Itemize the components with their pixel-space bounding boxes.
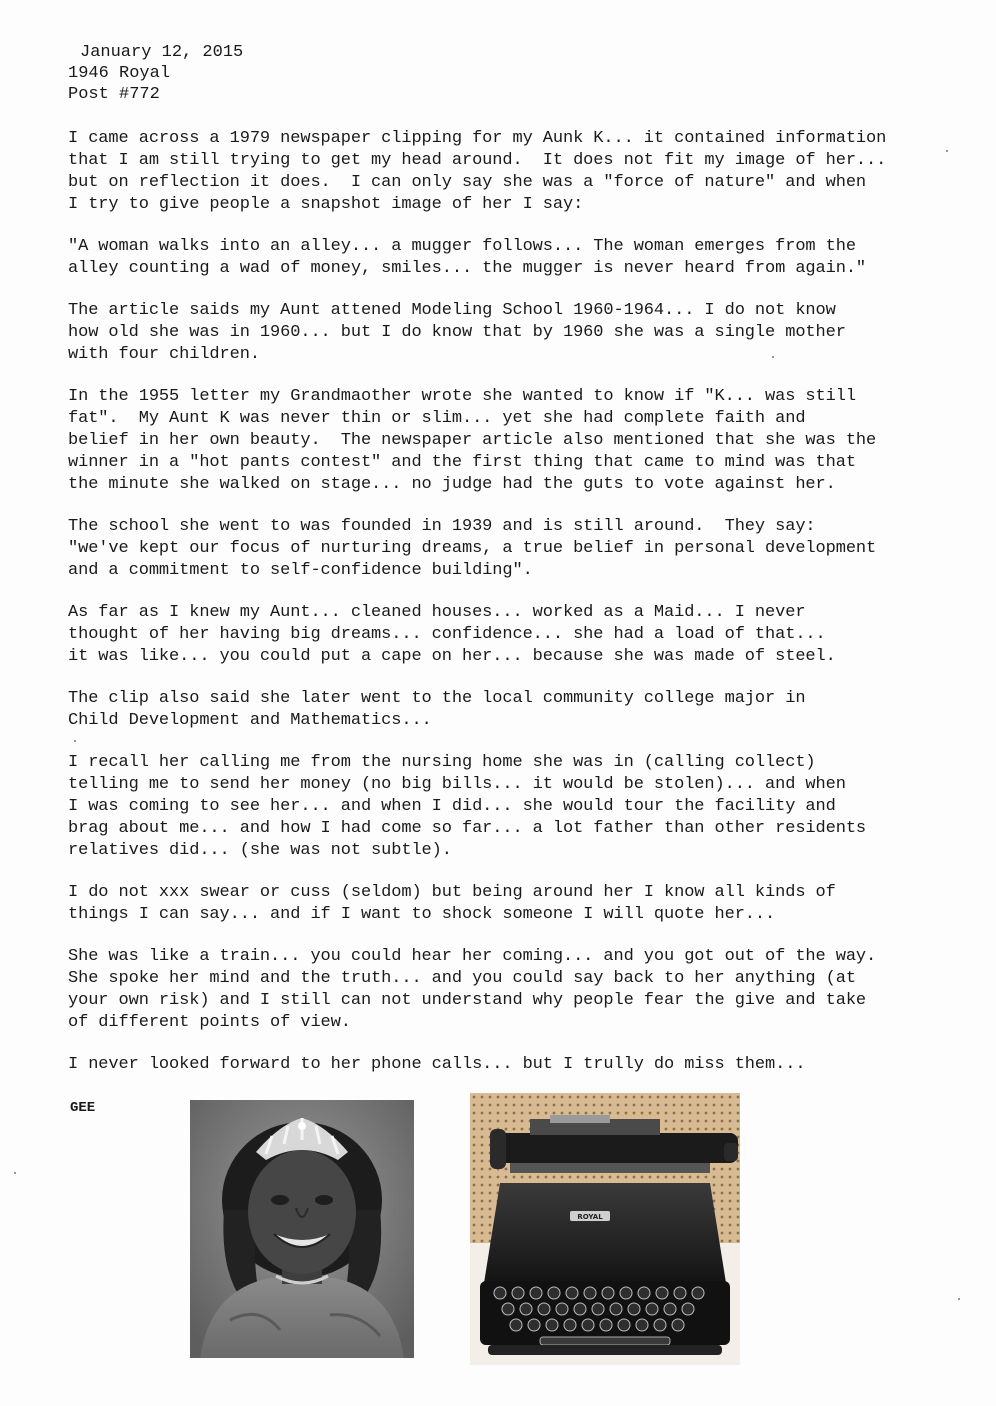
- royal-typewriter-photo: [470, 1093, 740, 1365]
- speck: [74, 740, 76, 742]
- letter-header: [68, 42, 243, 105]
- speck: [946, 150, 948, 152]
- letter-body: [68, 128, 948, 1096]
- paragraph-7: The clip also said she later went to the local community college major in Child Development and Mathematics...: [68, 689, 806, 730]
- letter-date: January 12, 2015: [80, 43, 244, 62]
- paragraph-2: "A woman walks into an alley... a mugger follows... The woman emerges from the alley counting a wad of money, smiles... the mugger is never heard from again.": [68, 237, 867, 278]
- paragraph-9: I do not xxx swear or cuss (seldom) but being around her I know all kinds of things I can say... and if I want to shock someone I will quote her...: [68, 883, 836, 924]
- paragraph-10: She was like a train... you could hear her coming... and you got out of the way. She spoke her mind and the truth... and you could say back to her anything (at your own risk) and I still can not understand why people fear the give and take of different points of view.: [68, 947, 877, 1032]
- aunt-portrait-photo: [190, 1100, 414, 1358]
- typewriter-model: 1946 Royal: [68, 64, 171, 83]
- paragraph-5: The school she went to was founded in 1939 and is still around. They say: "we've kept our focus of nurturing dreams, a true belief in personal development and a commitment to self-confidence building".: [68, 517, 877, 580]
- speck: [958, 1298, 960, 1300]
- post-number: Post #772: [68, 85, 160, 104]
- speck: [14, 1172, 16, 1174]
- paragraph-4: In the 1955 letter my Grandmaother wrote she wanted to know if "K... was still fat". My Aunt K was never thin or slim... yet she had complete faith and belief in her own beauty. The newspaper article also mentioned that she was the winner in a "hot pants contest" and the first thing that came to mind was that the minute she walked on stage... no judge had the guts to vote against her.: [68, 387, 877, 494]
- paragraph-6: As far as I knew my Aunt... cleaned houses... worked as a Maid... I never thought of her having big dreams... confidence... she had a load of that... it was like... you could put a cape on her... because she was made of steel.: [68, 603, 836, 666]
- signature: GEE: [70, 1100, 96, 1116]
- speck: [772, 356, 774, 358]
- paragraph-1: I came across a 1979 newspaper clipping for my Aunk K... it contained information that I am still trying to get my head around. It does not fit my image of her... but on reflection it does. I can only say she was a "force of nature" and when I try to give people a snapshot image of her I say:: [68, 129, 887, 214]
- royal-badge: ROYAL: [577, 1213, 603, 1221]
- paragraph-8: I recall her calling me from the nursing home she was in (calling collect) telling me to send her money (no big bills... it would be stolen)... and when I was coming to see her... and when I did... she would tour the facility and brag about me... and how I had come so far... a lot father than other residents relatives did... (she was not subtle).: [68, 753, 867, 860]
- paragraph-3: The article saids my Aunt attened Modeling School 1960-1964... I do not know how old she was in 1960... but I do know that by 1960 she was a single mother with four children.: [68, 301, 846, 364]
- paragraph-11: I never looked forward to her phone calls... but I trully do miss them...: [68, 1055, 806, 1074]
